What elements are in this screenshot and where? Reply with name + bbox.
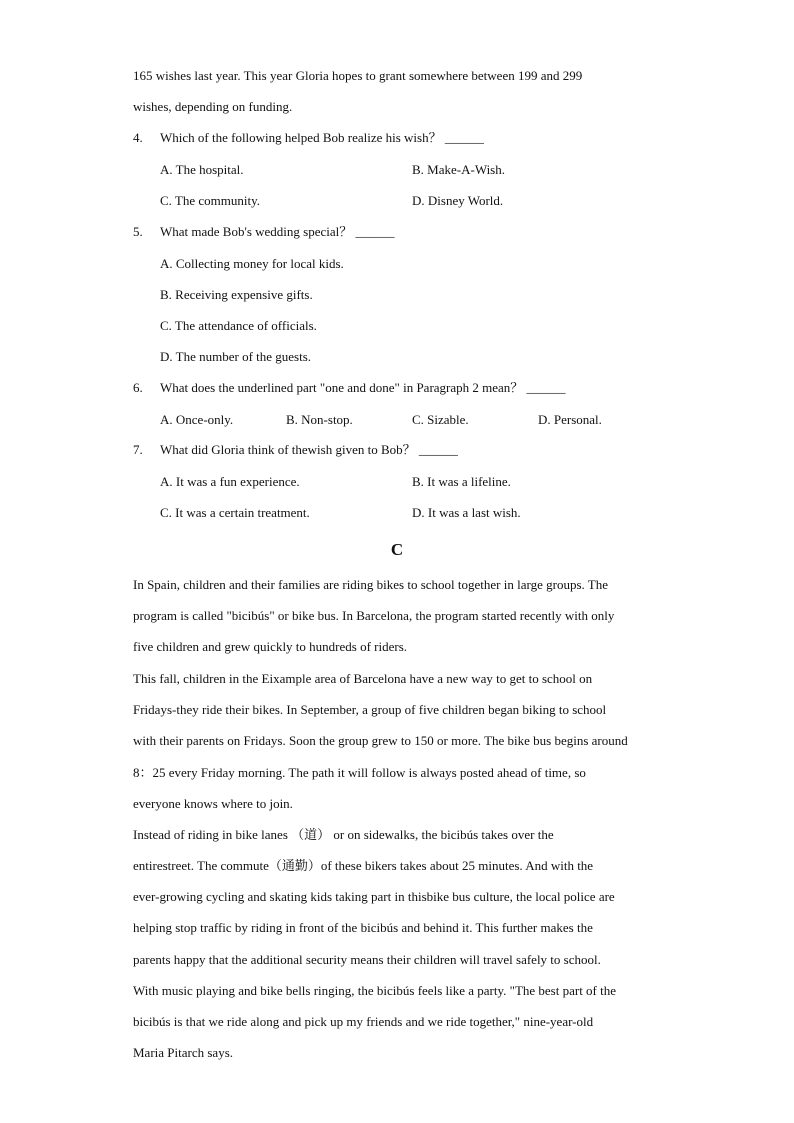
question-text: What does the underlined part "one and done" in Paragraph 2 mean？ ______ <box>160 380 566 395</box>
answer-option: B. Make-A-Wish. <box>412 162 505 177</box>
passage-line: entirestreet. The commute（通勤）of these bikers takes about 25 minutes. And with the <box>133 858 594 873</box>
answer-option: C. It was a certain treatment. <box>160 505 310 520</box>
question-number: 7. <box>133 442 143 457</box>
passage-line: parents happy that the additional security means their children will travel safely to school. <box>133 952 601 967</box>
answer-option: C. Sizable. <box>412 412 469 427</box>
passage-line: 8：25 every Friday morning. The path it will follow is always posted ahead of time, so <box>133 765 586 780</box>
answer-option: B. It was a lifeline. <box>412 474 511 489</box>
answer-option: D. Personal. <box>538 412 602 427</box>
passage-line: 165 wishes last year. This year Gloria hopes to grant somewhere between 199 and 299 <box>133 68 583 83</box>
passage-line: helping stop traffic by riding in front of the bicibús and behind it. This further makes the <box>133 920 593 935</box>
section-heading: C <box>390 540 404 559</box>
answer-option: C. The community. <box>160 193 261 208</box>
question-text: Which of the following helped Bob realize his wish？ ______ <box>160 130 484 145</box>
answer-option: B. Receiving expensive gifts. <box>160 287 313 302</box>
passage-line: everyone knows where to join. <box>133 796 293 811</box>
passage-line: In Spain, children and their families are riding bikes to school together in large groups. The <box>133 577 608 592</box>
answer-option: D. It was a last wish. <box>412 505 521 520</box>
passage-line: With music playing and bike bells ringing, the bicibús feels like a party. "The best part of the <box>133 983 617 998</box>
passage-line: Instead of riding in bike lanes （道） or on sidewalks, the bicibús takes over the <box>133 827 554 842</box>
passage-line: ever-growing cycling and skating kids taking part in thisbike bus culture, the local police are <box>133 889 615 904</box>
passage-line: Fridays-they ride their bikes. In September, a group of five children began biking to school <box>133 702 607 717</box>
answer-option: C. The attendance of officials. <box>160 318 317 333</box>
passage-line: five children and grew quickly to hundreds of riders. <box>133 639 408 654</box>
answer-option: A. Collecting money for local kids. <box>160 256 344 271</box>
passage-line: This fall, children in the Eixample area of Barcelona have a new way to get to school on <box>133 671 593 686</box>
passage-line: bicibús is that we ride along and pick up my friends and we ride together," nine-year-old <box>133 1014 594 1029</box>
question-number: 6. <box>133 380 143 395</box>
answer-option: A. It was a fun experience. <box>160 474 300 489</box>
question-number: 4. <box>133 130 143 145</box>
question-text: What did Gloria think of thewish given to Bob？ ______ <box>160 442 458 457</box>
answer-option: D. Disney World. <box>412 193 504 208</box>
answer-option: B. Non-stop. <box>286 412 353 427</box>
question-number: 5. <box>133 224 143 239</box>
passage-line: Maria Pitarch says. <box>133 1045 234 1060</box>
question-text: What made Bob's wedding special？ ______ <box>160 224 395 239</box>
passage-line: wishes, depending on funding. <box>133 99 293 114</box>
answer-option: D. The number of the guests. <box>160 349 312 364</box>
answer-option: A. Once-only. <box>160 412 234 427</box>
passage-line: with their parents on Fridays. Soon the group grew to 150 or more. The bike bus begins around <box>133 733 628 748</box>
answer-option: A. The hospital. <box>160 162 244 177</box>
passage-line: program is called "bicibús" or bike bus. In Barcelona, the program started recently with only <box>133 608 615 623</box>
